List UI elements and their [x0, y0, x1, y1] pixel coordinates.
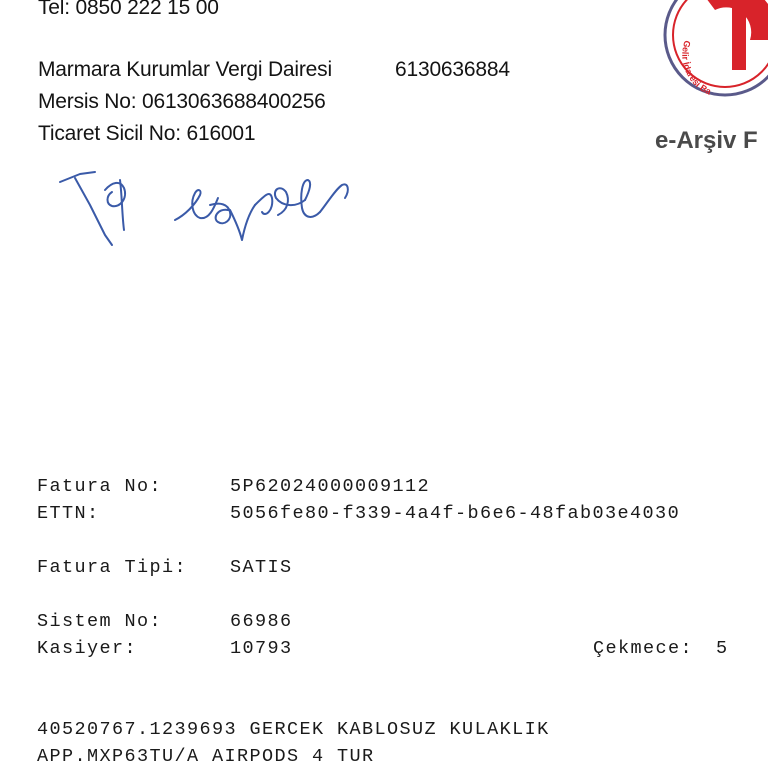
drawer-value: 5	[716, 638, 729, 659]
invoice-type-value: SATIS	[230, 557, 293, 578]
tax-number: 6130636884	[395, 58, 510, 81]
cashier-label: Kasiyer:	[37, 638, 138, 659]
ettn-value: 5056fe80-f339-4a4f-b6e6-48fab03e4030	[230, 503, 681, 524]
invoice-number-label: Fatura No:	[37, 476, 163, 497]
invoice-type-label: Fatura Tipi:	[37, 557, 188, 578]
item-line: 40520767.1239693 GERCEK KABLOSUZ KULAKLIK	[37, 719, 550, 740]
system-number-value: 66986	[230, 611, 293, 632]
gib-logo-icon	[660, 0, 768, 100]
company-phone: Tel: 0850 222 15 00	[38, 0, 219, 19]
seal-text: Gelir İdaresi Ba	[680, 39, 713, 97]
trade-registry-number: Ticaret Sicil No: 616001	[38, 122, 256, 145]
drawer-label: Çekmece:	[593, 638, 694, 659]
document-title: e-Arşiv F	[655, 127, 758, 154]
ettn-label: ETTN:	[37, 503, 100, 524]
invoice-number-value: 5P62024000009112	[230, 476, 431, 497]
mersis-number: Mersis No: 0613063688400256	[38, 90, 326, 113]
cashier-value: 10793	[230, 638, 293, 659]
item-line: APP.MXP63TU/A AIRPODS 4 TUR	[37, 746, 375, 767]
tax-office-label: Marmara Kurumlar Vergi Dairesi	[38, 58, 332, 81]
signature-image	[50, 160, 360, 255]
system-number-label: Sistem No:	[37, 611, 163, 632]
